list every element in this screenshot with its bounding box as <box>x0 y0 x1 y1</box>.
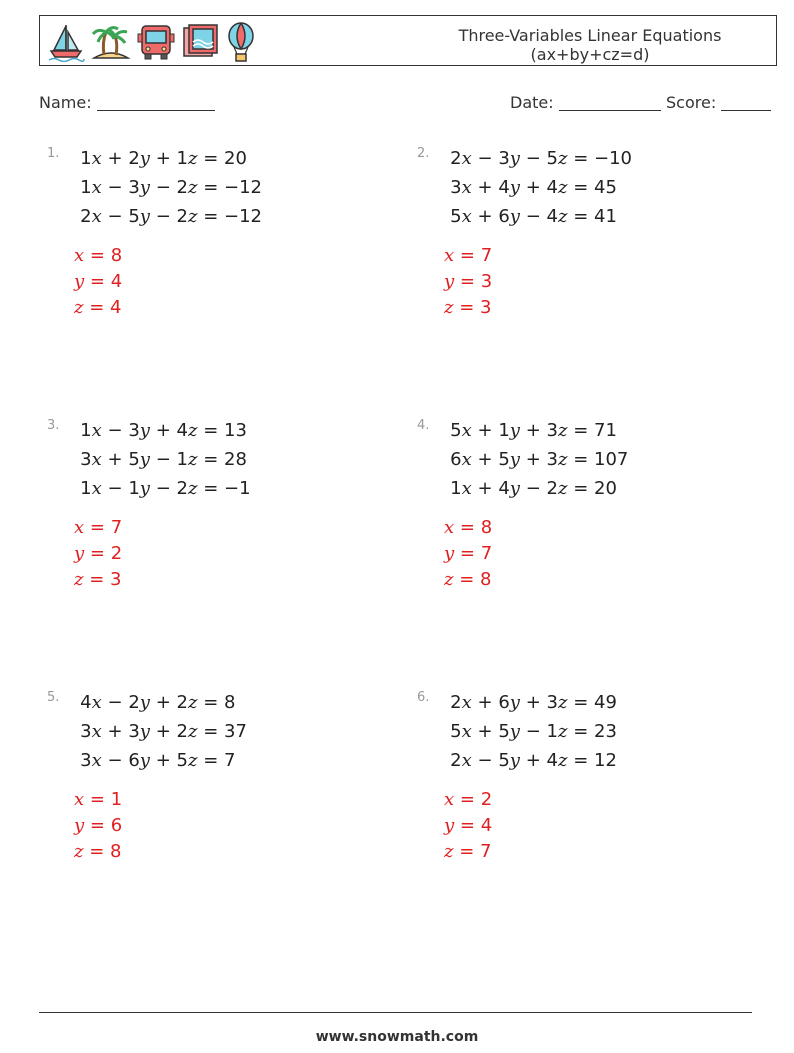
problem-number: 4. <box>417 418 430 433</box>
equation-operator: − <box>155 177 171 198</box>
equation-rhs: 23 <box>594 721 617 742</box>
variable: x <box>91 478 102 499</box>
equation-operator: − <box>107 750 123 771</box>
problem-number: 6. <box>417 690 430 705</box>
equation-operator: − <box>155 449 171 470</box>
answer-variable: x <box>444 517 455 538</box>
coefficient: 2 <box>450 148 462 169</box>
variable: z <box>187 692 198 713</box>
equation-operator: + <box>155 721 171 742</box>
variable: x <box>91 721 102 742</box>
equation-line: 1x − 3y + 4z = 13 <box>80 420 247 441</box>
name-label: Name: <box>39 93 92 112</box>
equation-line: 5x + 6y − 4z = 41 <box>450 206 617 227</box>
answer-z: z = 4 <box>74 297 122 318</box>
equation-operator: + <box>525 692 541 713</box>
variable: y <box>509 750 520 771</box>
equation-operator: + <box>107 721 123 742</box>
equation-operator: + <box>477 449 493 470</box>
coefficient: 6 <box>128 750 140 771</box>
equation-operator: − <box>107 206 123 227</box>
coefficient: 1 <box>80 478 92 499</box>
footer-site: www.snowmath.com <box>315 1029 479 1045</box>
answer-y: y = 3 <box>444 271 493 292</box>
variable: z <box>187 420 198 441</box>
variable: x <box>91 692 102 713</box>
coefficient: 2 <box>128 692 140 713</box>
equation-rhs: 28 <box>224 449 247 470</box>
variable: x <box>461 177 472 198</box>
score-blank[interactable] <box>721 94 771 111</box>
coefficient: 4 <box>546 750 558 771</box>
variable: z <box>557 206 568 227</box>
equation-operator: − <box>525 148 541 169</box>
answer-value: 6 <box>110 815 123 836</box>
coefficient: 2 <box>176 177 188 198</box>
subtitle-text: (ax+by+cz=d) <box>530 45 650 64</box>
answer-value: 7 <box>110 517 123 538</box>
coefficient: 1 <box>128 478 140 499</box>
equation-operator: + <box>107 449 123 470</box>
answer-y: y = 7 <box>444 543 493 564</box>
coefficient: 2 <box>450 750 462 771</box>
coefficient: 3 <box>80 449 92 470</box>
coefficient: 5 <box>176 750 188 771</box>
answer-value: 2 <box>480 789 493 810</box>
coefficient: 5 <box>450 206 462 227</box>
coefficient: 6 <box>498 206 510 227</box>
coefficient: 4 <box>176 420 188 441</box>
variable: z <box>557 721 568 742</box>
equation-operator: − <box>525 206 541 227</box>
answer-z: z = 8 <box>74 841 122 862</box>
picture-frame-icon <box>180 22 220 62</box>
equation-operator: + <box>525 750 541 771</box>
variable: x <box>461 449 472 470</box>
problem-number: 2. <box>417 146 430 161</box>
coefficient: 5 <box>498 449 510 470</box>
coefficient: 1 <box>498 420 510 441</box>
variable: z <box>187 206 198 227</box>
bus-icon <box>136 22 176 62</box>
coefficient: 2 <box>176 478 188 499</box>
palm-island-icon <box>90 22 132 62</box>
variable: z <box>557 692 568 713</box>
equation-line: 2x + 6y + 3z = 49 <box>450 692 617 713</box>
equation-operator: + <box>525 449 541 470</box>
variable: x <box>461 692 472 713</box>
answer-x: x = 8 <box>444 517 493 538</box>
date-field[interactable] <box>510 93 661 112</box>
variable: y <box>139 692 150 713</box>
score-label: Score: <box>666 93 717 112</box>
variable: y <box>139 420 150 441</box>
answer-variable: y <box>74 543 85 564</box>
date-label: Date: <box>510 93 554 112</box>
title-text: Three-Variables Linear Equations <box>458 26 722 45</box>
variable: x <box>91 420 102 441</box>
answer-value: 8 <box>110 245 123 266</box>
equation-operator: + <box>477 420 493 441</box>
answer-z: z = 8 <box>444 569 492 590</box>
variable: x <box>91 449 102 470</box>
variable: x <box>91 177 102 198</box>
equation-line: 2x − 5y − 2z = −12 <box>80 206 262 227</box>
variable: x <box>461 148 472 169</box>
equation-line: 1x + 4y − 2z = 20 <box>450 478 617 499</box>
variable: y <box>139 449 150 470</box>
problem-number: 3. <box>47 418 60 433</box>
answer-z: z = 7 <box>444 841 492 862</box>
worksheet-header <box>39 15 777 66</box>
variable: z <box>557 177 568 198</box>
variable: z <box>187 721 198 742</box>
variable: y <box>139 148 150 169</box>
answer-x: x = 8 <box>74 245 123 266</box>
variable: x <box>91 206 102 227</box>
variable: x <box>461 478 472 499</box>
answer-variable: z <box>74 569 84 590</box>
coefficient: 3 <box>80 721 92 742</box>
coefficient: 3 <box>128 420 140 441</box>
answer-variable: y <box>74 815 85 836</box>
coefficient: 5 <box>450 420 462 441</box>
equation-line: 2x − 5y + 4z = 12 <box>450 750 617 771</box>
answer-variable: x <box>444 789 455 810</box>
coefficient: 4 <box>546 177 558 198</box>
coefficient: 6 <box>450 449 462 470</box>
variable: y <box>509 721 520 742</box>
answer-value: 3 <box>480 271 493 292</box>
coefficient: 2 <box>546 478 558 499</box>
answer-value: 7 <box>480 245 493 266</box>
answer-value: 7 <box>480 841 492 862</box>
problem-number: 1. <box>47 146 60 161</box>
footer-divider <box>39 1012 752 1013</box>
coefficient: 1 <box>176 449 188 470</box>
equation-line: 1x − 3y − 2z = −12 <box>80 177 262 198</box>
coefficient: 3 <box>546 420 558 441</box>
equation-rhs: 71 <box>594 420 617 441</box>
coefficient: 5 <box>450 721 462 742</box>
answer-variable: y <box>444 815 455 836</box>
equation-operator: + <box>477 478 493 499</box>
coefficient: 2 <box>80 206 92 227</box>
answer-value: 1 <box>110 789 123 810</box>
answer-x: x = 1 <box>74 789 123 810</box>
coefficient: 4 <box>80 692 92 713</box>
equation-operator: − <box>155 206 171 227</box>
coefficient: 1 <box>176 148 188 169</box>
equation-rhs: 20 <box>224 148 247 169</box>
variable: z <box>557 750 568 771</box>
coefficient: 5 <box>546 148 558 169</box>
equation-operator: − <box>525 721 541 742</box>
equation-rhs: 49 <box>594 692 617 713</box>
answer-variable: x <box>74 517 85 538</box>
answer-variable: z <box>74 841 84 862</box>
coefficient: 2 <box>450 692 462 713</box>
equation-line: 2x − 3y − 5z = −10 <box>450 148 632 169</box>
equation-line: 3x + 3y + 2z = 37 <box>80 721 247 742</box>
coefficient: 2 <box>128 148 140 169</box>
coefficient: 4 <box>498 478 510 499</box>
equation-operator: − <box>107 692 123 713</box>
variable: x <box>461 721 472 742</box>
coefficient: 3 <box>498 148 510 169</box>
equation-operator: − <box>477 148 493 169</box>
answer-value: 8 <box>480 569 492 590</box>
variable: x <box>461 206 472 227</box>
answer-value: 4 <box>110 297 122 318</box>
variable: z <box>187 750 198 771</box>
answer-variable: x <box>74 245 85 266</box>
sailboat-icon <box>46 22 86 62</box>
variable: z <box>557 148 568 169</box>
equation-operator: + <box>107 148 123 169</box>
answer-value: 3 <box>110 569 122 590</box>
coefficient: 1 <box>80 148 92 169</box>
equation-line: 4x − 2y + 2z = 8 <box>80 692 236 713</box>
problem-number: 5. <box>47 690 60 705</box>
equation-operator: − <box>477 750 493 771</box>
variable: z <box>557 449 568 470</box>
equation-line: 3x − 6y + 5z = 7 <box>80 750 236 771</box>
answer-variable: y <box>444 271 455 292</box>
equation-line: 5x + 5y − 1z = 23 <box>450 721 617 742</box>
equation-rhs: 13 <box>224 420 247 441</box>
worksheet-title <box>440 26 740 64</box>
answer-variable: z <box>444 841 454 862</box>
variable: y <box>509 449 520 470</box>
equation-line: 3x + 4y + 4z = 45 <box>450 177 617 198</box>
hot-air-balloon-icon <box>224 21 258 63</box>
variable: y <box>139 478 150 499</box>
coefficient: 1 <box>80 420 92 441</box>
equation-operator: + <box>477 721 493 742</box>
answer-variable: x <box>444 245 455 266</box>
name-blank[interactable] <box>97 94 215 111</box>
equation-operator: + <box>155 750 171 771</box>
equation-operator: − <box>107 420 123 441</box>
answer-variable: z <box>444 297 454 318</box>
equation-line: 3x + 5y − 1z = 28 <box>80 449 247 470</box>
answer-variable: y <box>444 543 455 564</box>
answer-y: y = 4 <box>74 271 123 292</box>
equation-rhs: −12 <box>224 206 262 227</box>
coefficient: 5 <box>498 721 510 742</box>
variable: y <box>509 692 520 713</box>
coefficient: 1 <box>80 177 92 198</box>
coefficient: 3 <box>546 692 558 713</box>
coefficient: 1 <box>450 478 462 499</box>
answer-z: z = 3 <box>74 569 122 590</box>
answer-value: 8 <box>480 517 493 538</box>
coefficient: 1 <box>546 721 558 742</box>
equation-rhs: 37 <box>224 721 247 742</box>
equation-operator: + <box>477 692 493 713</box>
answer-variable: z <box>444 569 454 590</box>
equation-operator: − <box>155 478 171 499</box>
variable: z <box>557 478 568 499</box>
equation-operator: + <box>155 420 171 441</box>
header-icons <box>46 20 258 64</box>
coefficient: 2 <box>176 206 188 227</box>
variable: y <box>139 206 150 227</box>
equation-rhs: 45 <box>594 177 617 198</box>
answer-z: z = 3 <box>444 297 492 318</box>
coefficient: 6 <box>498 692 510 713</box>
answer-y: y = 4 <box>444 815 493 836</box>
variable: x <box>91 750 102 771</box>
equation-line: 5x + 1y + 3z = 71 <box>450 420 617 441</box>
answer-value: 8 <box>110 841 122 862</box>
coefficient: 2 <box>176 692 188 713</box>
variable: y <box>139 721 150 742</box>
equation-operator: + <box>155 692 171 713</box>
answer-x: x = 7 <box>74 517 123 538</box>
coefficient: 3 <box>128 721 140 742</box>
equation-operator: − <box>107 478 123 499</box>
answer-variable: y <box>74 271 85 292</box>
equation-line: 1x + 2y + 1z = 20 <box>80 148 247 169</box>
answer-value: 3 <box>480 297 492 318</box>
variable: y <box>139 177 150 198</box>
variable: x <box>461 750 472 771</box>
equation-operator: + <box>155 148 171 169</box>
variable: y <box>509 148 520 169</box>
answer-value: 4 <box>110 271 123 292</box>
coefficient: 3 <box>546 449 558 470</box>
equation-operator: − <box>525 478 541 499</box>
answer-x: x = 7 <box>444 245 493 266</box>
variable: x <box>91 148 102 169</box>
answer-value: 2 <box>110 543 123 564</box>
variable: y <box>509 177 520 198</box>
equation-rhs: 8 <box>224 692 236 713</box>
answer-y: y = 2 <box>74 543 123 564</box>
equation-rhs: 41 <box>594 206 617 227</box>
coefficient: 2 <box>176 721 188 742</box>
equation-rhs: −12 <box>224 177 262 198</box>
equation-rhs: −1 <box>224 478 251 499</box>
equation-operator: + <box>477 206 493 227</box>
answer-variable: x <box>74 789 85 810</box>
answer-value: 7 <box>480 543 493 564</box>
coefficient: 5 <box>498 750 510 771</box>
equation-line: 6x + 5y + 3z = 107 <box>450 449 629 470</box>
equation-rhs: 20 <box>594 478 617 499</box>
equation-operator: + <box>525 420 541 441</box>
equation-line: 1x − 1y − 2z = −1 <box>80 478 251 499</box>
score-field[interactable] <box>666 93 771 112</box>
variable: x <box>461 420 472 441</box>
variable: y <box>509 478 520 499</box>
variable: y <box>509 420 520 441</box>
answer-x: x = 2 <box>444 789 493 810</box>
equation-operator: + <box>525 177 541 198</box>
coefficient: 5 <box>128 206 140 227</box>
answer-variable: z <box>74 297 84 318</box>
coefficient: 3 <box>128 177 140 198</box>
equation-rhs: −10 <box>594 148 632 169</box>
coefficient: 4 <box>498 177 510 198</box>
variable: z <box>187 177 198 198</box>
variable: z <box>187 148 198 169</box>
name-field[interactable] <box>39 93 215 112</box>
equation-rhs: 12 <box>594 750 617 771</box>
equation-rhs: 107 <box>594 449 629 470</box>
variable: y <box>139 750 150 771</box>
variable: y <box>509 206 520 227</box>
coefficient: 3 <box>80 750 92 771</box>
variable: z <box>187 478 198 499</box>
equation-operator: − <box>107 177 123 198</box>
equation-operator: + <box>477 177 493 198</box>
variable: z <box>187 449 198 470</box>
coefficient: 4 <box>546 206 558 227</box>
variable: z <box>557 420 568 441</box>
coefficient: 3 <box>450 177 462 198</box>
answer-value: 4 <box>480 815 493 836</box>
equation-rhs: 7 <box>224 750 236 771</box>
answer-y: y = 6 <box>74 815 123 836</box>
coefficient: 5 <box>128 449 140 470</box>
date-blank[interactable] <box>559 94 661 111</box>
